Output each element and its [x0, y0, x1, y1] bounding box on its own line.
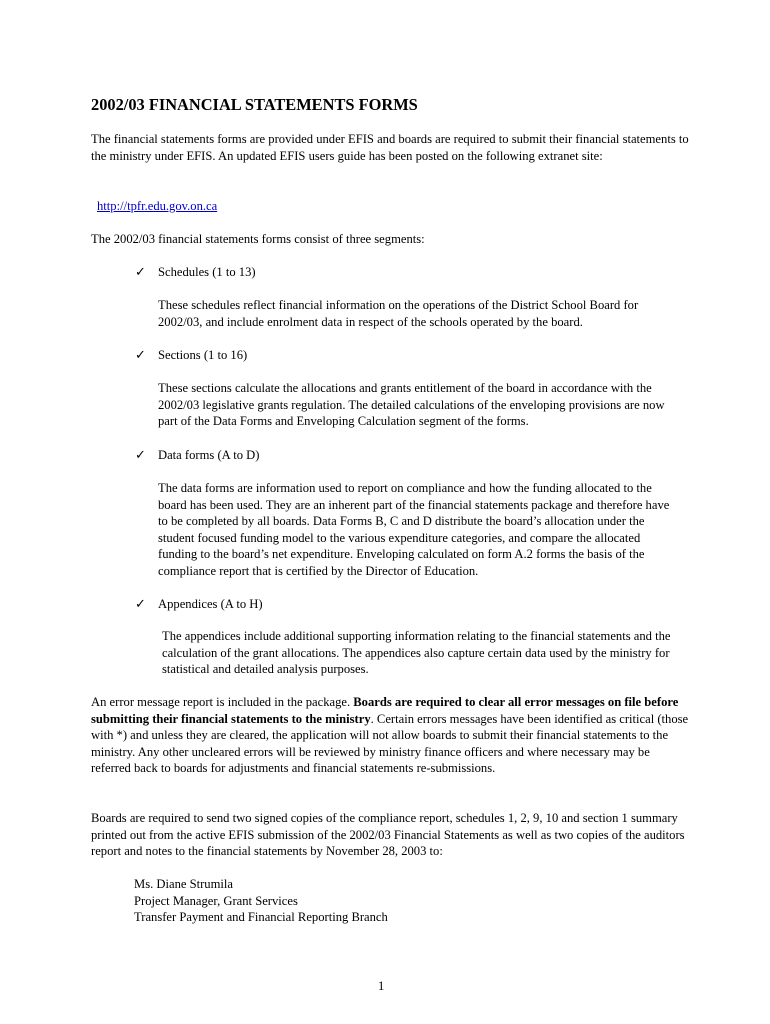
checkmark-icon: ✓	[135, 265, 146, 280]
segment-description-schedules: These schedules reflect financial information on the operations of the District School Board for 2002/03, and include enrolment data in respect of the schools operated by the board.	[158, 298, 639, 329]
segments-intro-paragraph: The 2002/03 financial statements forms consist of three segments:	[91, 232, 425, 246]
extranet-link[interactable]: http://tpfr.edu.gov.on.ca	[97, 199, 218, 213]
segment-description-data-forms: The data forms are information used to report on compliance and how the funding allocated to the board has been used. They are an inherent part of the financial statements package and therefore have to be completed by all boards. Data Forms B, C and D distribute the board’s allocation under the student focused funding model to the various expenditure categories, and compare the allocated funding to the board’s net expenditure. Enveloping calculated on form A.2 forms the basis of the compliance report that is certified by the Director of Education.	[158, 481, 670, 578]
segment-item-sections	[135, 347, 247, 365]
error-message-paragraph	[91, 694, 691, 777]
segment-label: Schedules (1 to 13)	[158, 265, 256, 279]
error-para-emphasis: Boards are required to clear all error messages on file before submitting their financial statements to the ministry	[91, 695, 679, 726]
submission-paragraph: Boards are required to send two signed copies of the compliance report, schedules 1, 2, 9, 10 and section 1 summary printed out from the active EFIS submission of the 2002/03 Financial Statements as well as two copies of the auditors report and notes to the financial statements by November 28, 2003 to:	[91, 811, 685, 859]
page-number: 1	[378, 979, 385, 993]
segment-label: Appendices (A to H)	[158, 597, 263, 611]
segment-label: Data forms (A to D)	[158, 448, 260, 462]
segment-item-schedules	[135, 264, 256, 282]
address-block	[134, 876, 388, 926]
address-position: Project Manager, Grant Services	[134, 893, 298, 908]
error-para-rest: . Certain errors messages have been identified as critical (those with *) and unless they are cleared, the application will not allow boards to submit their financial statements to the ministry. Any other uncleared errors will be reviewed by ministry finance officers and where necessary may be referred back to boards for adjustments and financial statements re-submissions.	[91, 711, 689, 776]
segment-item-data-forms	[135, 447, 259, 465]
segment-description-sections: These sections calculate the allocations and grants entitlement of the board in accordance with the 2002/03 legislative grants regulation. The detailed calculations of the enveloping provisions are now part of the Data Forms and Enveloping Calculation segment of the forms.	[158, 381, 665, 429]
address-branch: Transfer Payment and Financial Reporting Branch	[134, 910, 388, 925]
address-name: Ms. Diane Strumila	[134, 877, 233, 891]
intro-paragraph: The financial statements forms are provided under EFIS and boards are required to submit their financial statements to the ministry under EFIS. An updated EFIS users guide has been posted on the following extranet site:	[91, 132, 689, 163]
segment-label: Sections (1 to 16)	[158, 348, 248, 362]
segment-description-appendices: The appendices include additional supporting information relating to the financial statements and the calculation of the grant allocations. The appendices also capture certain data used by the ministry for statistical and detailed analysis purposes.	[162, 629, 671, 677]
page-title: 2002/03 FINANCIAL STATEMENTS FORMS	[91, 95, 418, 114]
checkmark-icon: ✓	[135, 448, 146, 463]
error-para-lead: An error message report is included in the package.	[91, 695, 354, 709]
checkmark-icon: ✓	[135, 597, 146, 612]
checkmark-icon: ✓	[135, 348, 146, 363]
segment-item-appendices	[135, 596, 263, 614]
